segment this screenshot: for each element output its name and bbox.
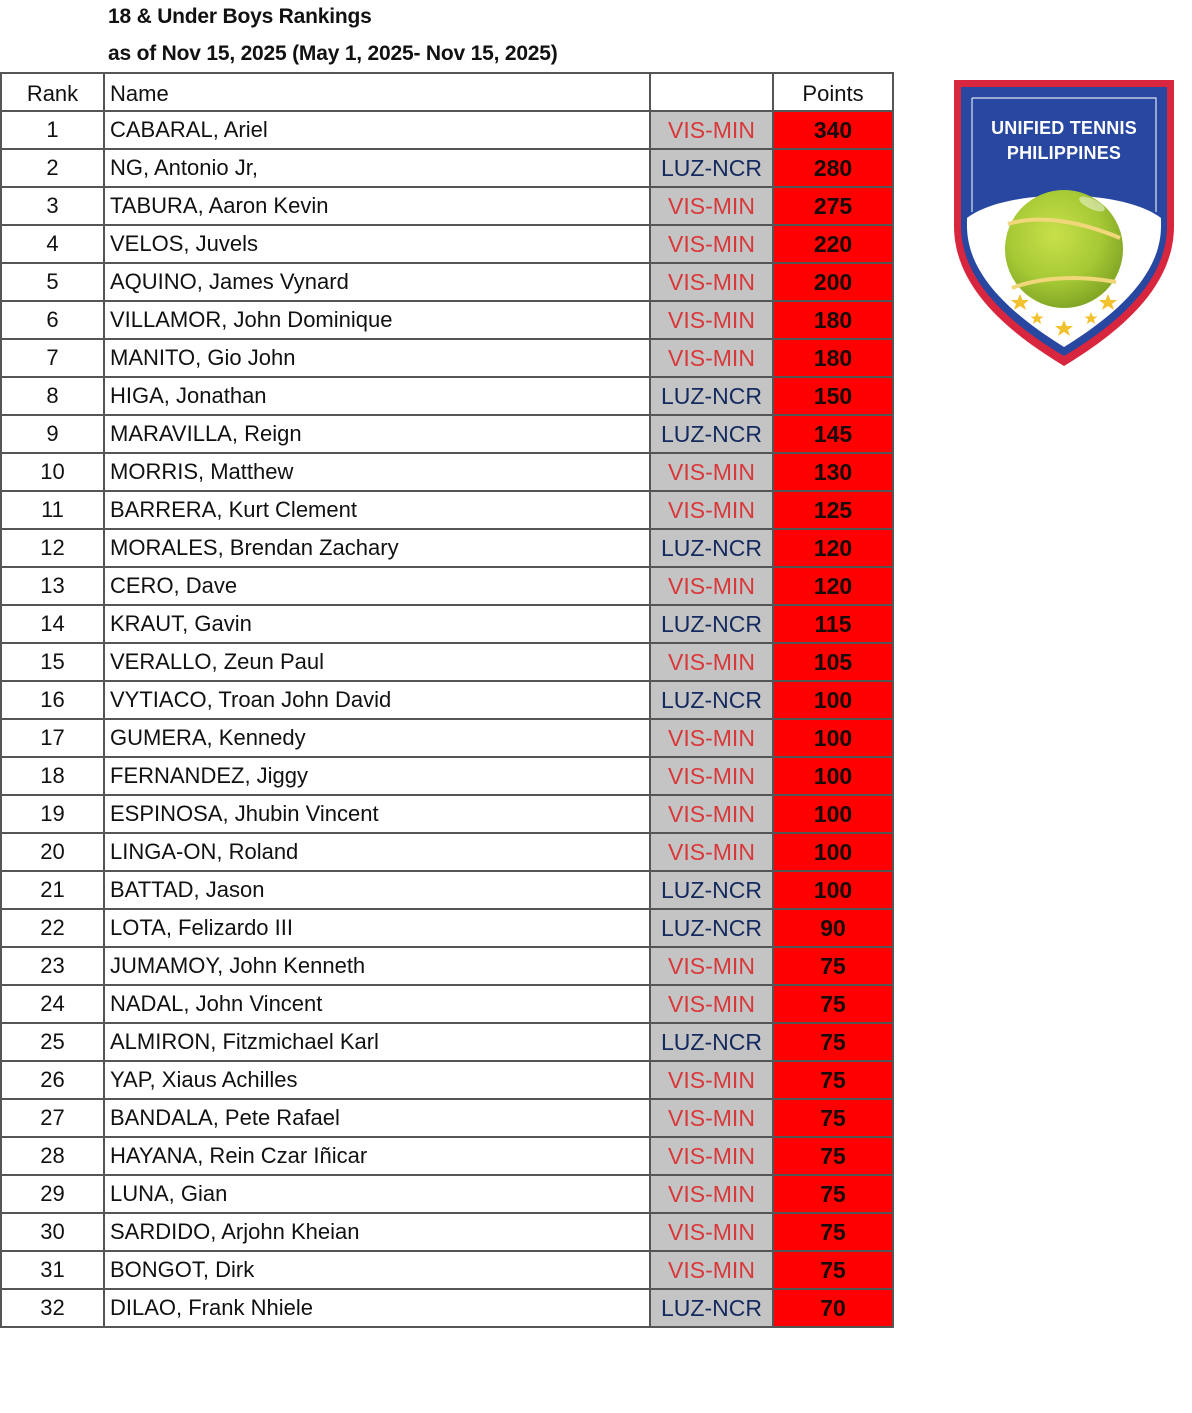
page-subtitle: as of Nov 15, 2025 (May 1, 2025- Nov 15, 2025) [108,42,558,65]
region-cell: VIS-MIN [650,643,773,681]
player-name-cell: AQUINO, James Vynard [104,263,650,301]
points-cell: 180 [773,339,893,377]
points-cell: 280 [773,149,893,187]
points-cell: 130 [773,453,893,491]
points-cell: 100 [773,871,893,909]
points-cell: 75 [773,1213,893,1251]
table-row [1,187,893,225]
table-row [1,909,893,947]
points-cell: 115 [773,605,893,643]
rank-cell: 24 [1,985,104,1023]
rank-cell: 16 [1,681,104,719]
table-row [1,301,893,339]
points-cell: 105 [773,643,893,681]
table-row [1,1175,893,1213]
player-name-cell: ESPINOSA, Jhubin Vincent [104,795,650,833]
points-cell: 75 [773,985,893,1023]
points-cell: 120 [773,529,893,567]
points-cell: 75 [773,1251,893,1289]
table-row [1,757,893,795]
rank-cell: 8 [1,377,104,415]
points-cell: 75 [773,1023,893,1061]
points-cell: 120 [773,567,893,605]
points-cell: 90 [773,909,893,947]
region-cell: VIS-MIN [650,339,773,377]
points-cell: 145 [773,415,893,453]
table-row [1,567,893,605]
player-name-cell: GUMERA, Kennedy [104,719,650,757]
table-row [1,719,893,757]
page-title: 18 & Under Boys Rankings [108,5,372,28]
rank-cell: 30 [1,1213,104,1251]
points-cell: 75 [773,947,893,985]
rank-cell: 26 [1,1061,104,1099]
rank-cell: 19 [1,795,104,833]
column-header-region [650,73,773,111]
region-cell: VIS-MIN [650,567,773,605]
player-name-cell: VILLAMOR, John Dominique [104,301,650,339]
rank-cell: 1 [1,111,104,149]
column-header-name: Name [104,73,650,111]
region-cell: VIS-MIN [650,985,773,1023]
logo-text-line1: UNIFIED TENNIS [991,118,1137,138]
rank-cell: 6 [1,301,104,339]
table-row [1,1137,893,1175]
region-cell: VIS-MIN [650,187,773,225]
rank-cell: 13 [1,567,104,605]
player-name-cell: ALMIRON, Fitzmichael Karl [104,1023,650,1061]
points-cell: 75 [773,1099,893,1137]
player-name-cell: YAP, Xiaus Achilles [104,1061,650,1099]
player-name-cell: LINGA-ON, Roland [104,833,650,871]
region-cell: VIS-MIN [650,719,773,757]
region-cell: VIS-MIN [650,225,773,263]
player-name-cell: LUNA, Gian [104,1175,650,1213]
player-name-cell: NADAL, John Vincent [104,985,650,1023]
points-cell: 275 [773,187,893,225]
region-cell: LUZ-NCR [650,871,773,909]
points-cell: 180 [773,301,893,339]
unified-tennis-philippines-logo [952,76,1176,368]
points-cell: 125 [773,491,893,529]
rank-cell: 18 [1,757,104,795]
region-cell: LUZ-NCR [650,415,773,453]
region-cell: VIS-MIN [650,1099,773,1137]
region-cell: VIS-MIN [650,301,773,339]
table-row [1,149,893,187]
region-cell: VIS-MIN [650,1175,773,1213]
region-cell: VIS-MIN [650,111,773,149]
region-cell: VIS-MIN [650,947,773,985]
rank-cell: 3 [1,187,104,225]
points-cell: 220 [773,225,893,263]
player-name-cell: BONGOT, Dirk [104,1251,650,1289]
table-row [1,339,893,377]
region-cell: VIS-MIN [650,1061,773,1099]
rank-cell: 29 [1,1175,104,1213]
points-cell: 70 [773,1289,893,1327]
table-row [1,871,893,909]
points-cell: 100 [773,719,893,757]
table-row [1,1251,893,1289]
player-name-cell: HIGA, Jonathan [104,377,650,415]
table-row [1,111,893,149]
logo-text-line2: PHILIPPINES [1006,143,1122,163]
player-name-cell: SARDIDO, Arjohn Kheian [104,1213,650,1251]
column-header-rank: Rank [1,73,104,111]
player-name-cell: CABARAL, Ariel [104,111,650,149]
player-name-cell: CERO, Dave [104,567,650,605]
table-row [1,491,893,529]
rank-cell: 4 [1,225,104,263]
rank-cell: 27 [1,1099,104,1137]
rank-cell: 21 [1,871,104,909]
table-row [1,1099,893,1137]
region-cell: VIS-MIN [650,795,773,833]
rank-cell: 15 [1,643,104,681]
points-cell: 200 [773,263,893,301]
region-cell: LUZ-NCR [650,1023,773,1061]
rank-cell: 11 [1,491,104,529]
player-name-cell: TABURA, Aaron Kevin [104,187,650,225]
table-row [1,681,893,719]
rank-cell: 22 [1,909,104,947]
rank-cell: 5 [1,263,104,301]
player-name-cell: LOTA, Felizardo III [104,909,650,947]
rank-cell: 9 [1,415,104,453]
player-name-cell: HAYANA, Rein Czar Iñicar [104,1137,650,1175]
player-name-cell: FERNANDEZ, Jiggy [104,757,650,795]
player-name-cell: MORRIS, Matthew [104,453,650,491]
table-row [1,1023,893,1061]
player-name-cell: BATTAD, Jason [104,871,650,909]
region-cell: LUZ-NCR [650,681,773,719]
region-cell: VIS-MIN [650,453,773,491]
region-cell: LUZ-NCR [650,149,773,187]
player-name-cell: JUMAMOY, John Kenneth [104,947,650,985]
player-name-cell: VYTIACO, Troan John David [104,681,650,719]
table-row [1,225,893,263]
table-row [1,1061,893,1099]
region-cell: VIS-MIN [650,833,773,871]
table-row [1,643,893,681]
region-cell: VIS-MIN [650,1137,773,1175]
points-cell: 75 [773,1061,893,1099]
player-name-cell: NG, Antonio Jr, [104,149,650,187]
rank-cell: 2 [1,149,104,187]
table-row [1,947,893,985]
rank-cell: 12 [1,529,104,567]
column-header-points: Points [773,73,893,111]
table-row [1,263,893,301]
points-cell: 340 [773,111,893,149]
player-name-cell: MARAVILLA, Reign [104,415,650,453]
table-row [1,1289,893,1327]
player-name-cell: VERALLO, Zeun Paul [104,643,650,681]
rank-cell: 23 [1,947,104,985]
player-name-cell: VELOS, Juvels [104,225,650,263]
table-row [1,377,893,415]
table-row [1,415,893,453]
table-header-row [1,73,893,111]
rank-cell: 32 [1,1289,104,1327]
points-cell: 100 [773,833,893,871]
table-row [1,453,893,491]
region-cell: VIS-MIN [650,491,773,529]
rank-cell: 10 [1,453,104,491]
rank-cell: 28 [1,1137,104,1175]
rankings-table [0,72,894,1328]
region-cell: LUZ-NCR [650,605,773,643]
points-cell: 150 [773,377,893,415]
player-name-cell: BARRERA, Kurt Clement [104,491,650,529]
table-row [1,529,893,567]
region-cell: LUZ-NCR [650,377,773,415]
region-cell: LUZ-NCR [650,529,773,567]
rank-cell: 17 [1,719,104,757]
table-row [1,1213,893,1251]
rank-cell: 25 [1,1023,104,1061]
points-cell: 100 [773,681,893,719]
region-cell: VIS-MIN [650,1213,773,1251]
table-row [1,833,893,871]
table-row [1,985,893,1023]
player-name-cell: KRAUT, Gavin [104,605,650,643]
points-cell: 100 [773,795,893,833]
region-cell: LUZ-NCR [650,909,773,947]
points-cell: 100 [773,757,893,795]
rank-cell: 14 [1,605,104,643]
rank-cell: 20 [1,833,104,871]
player-name-cell: MORALES, Brendan Zachary [104,529,650,567]
player-name-cell: BANDALA, Pete Rafael [104,1099,650,1137]
region-cell: VIS-MIN [650,263,773,301]
region-cell: LUZ-NCR [650,1289,773,1327]
tennis-ball-icon [1005,190,1123,308]
rankings-body [1,111,893,1327]
region-cell: VIS-MIN [650,757,773,795]
rank-cell: 7 [1,339,104,377]
player-name-cell: MANITO, Gio John [104,339,650,377]
points-cell: 75 [773,1175,893,1213]
rank-cell: 31 [1,1251,104,1289]
points-cell: 75 [773,1137,893,1175]
table-row [1,605,893,643]
region-cell: VIS-MIN [650,1251,773,1289]
player-name-cell: DILAO, Frank Nhiele [104,1289,650,1327]
table-row [1,795,893,833]
